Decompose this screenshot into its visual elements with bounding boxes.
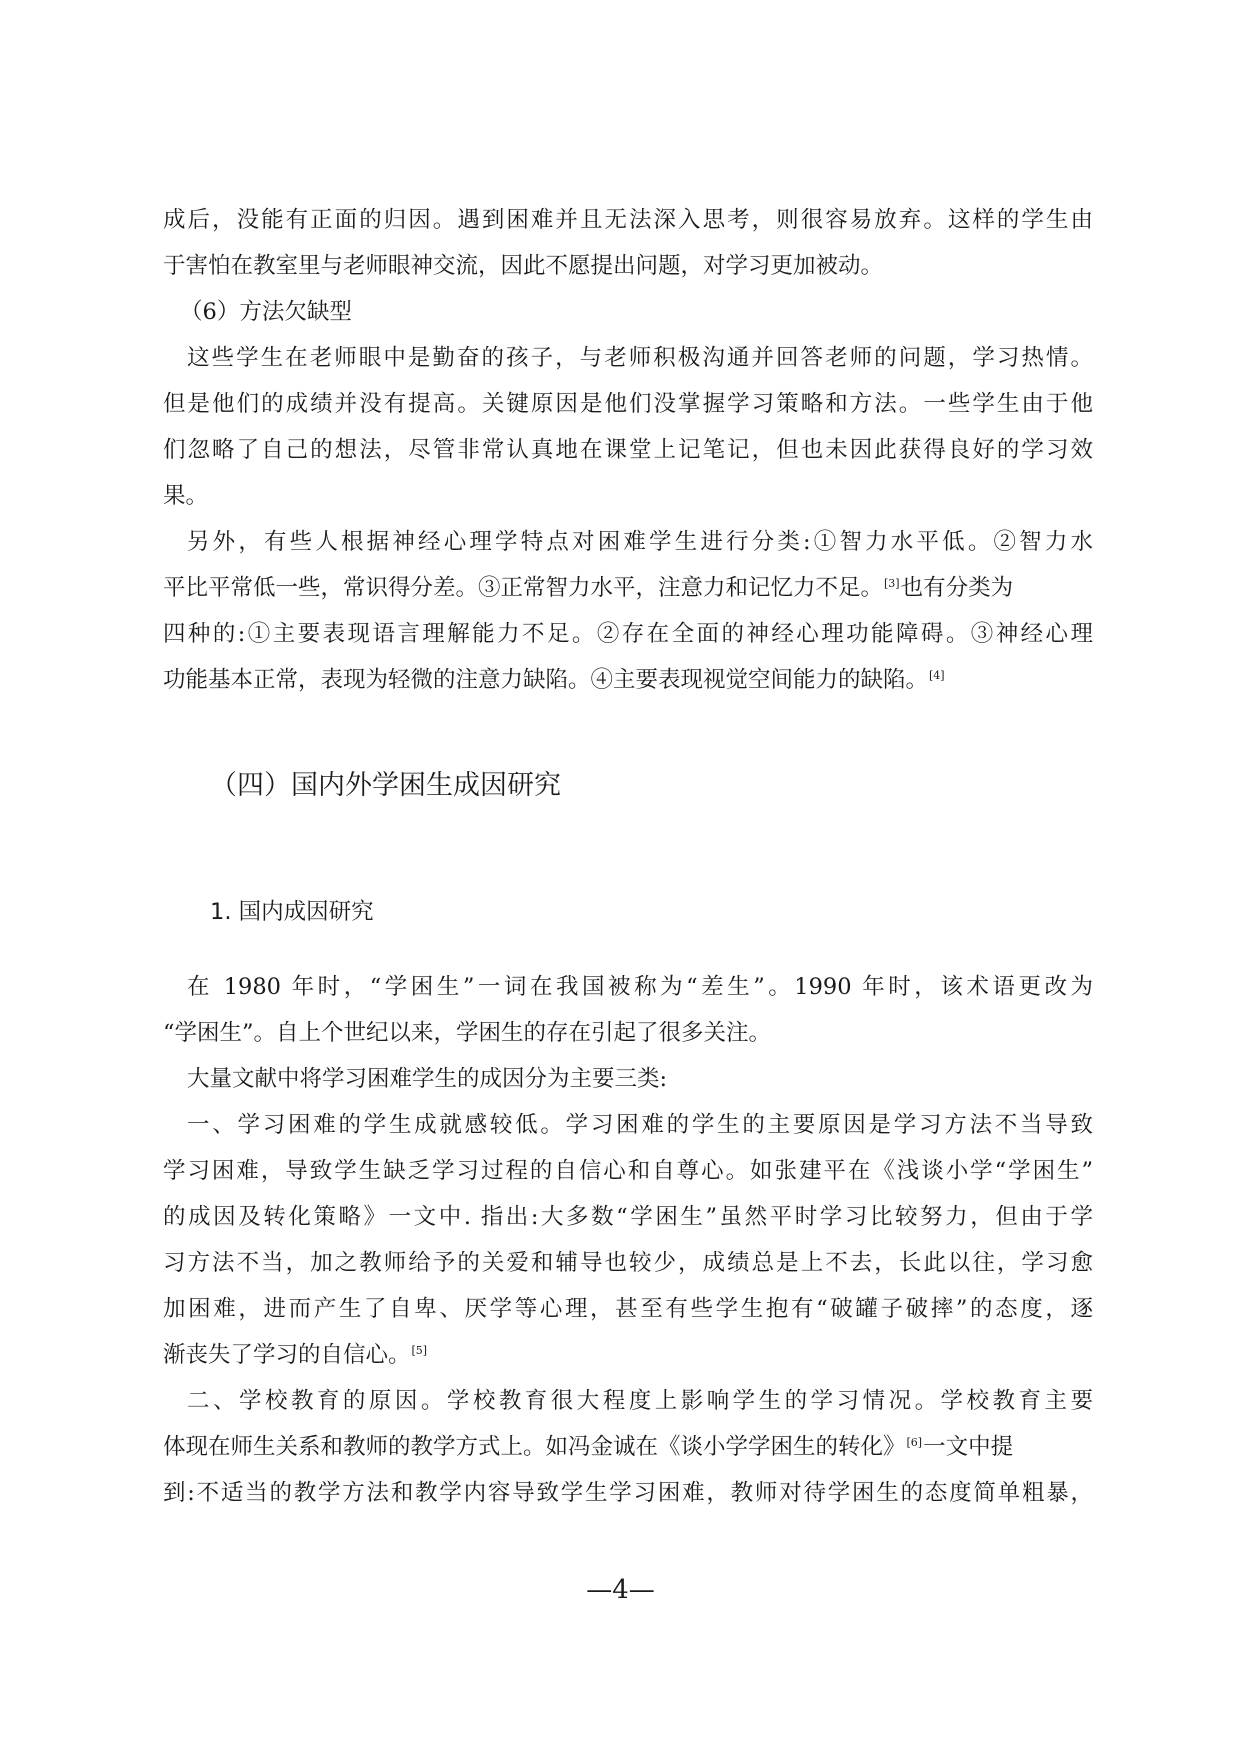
paragraph-line: 的成因及转化策略》一文中. 指出:大多数“学困生”虽然平时学习比较努力，但由于学 [163,1204,1093,1230]
paragraph-line: 在 1980 年时，“学困生”一词在我国被称为“差生”。1990 年时，该术语更改为 [187,974,1093,1000]
paragraph-line: 另外，有些人根据神经心理学特点对困难学生进行分类:①智力水平低。②智力水 [187,529,1093,555]
paragraph-line: 成后，没能有正面的归因。遇到困难并且无法深入思考，则很容易放弃。这样的学生由 [163,207,1093,233]
citation-4: [4] [929,669,945,682]
paragraph-line: 到:不适当的教学方法和教学内容导致学生学习困难，教师对待学困生的态度简单粗暴， [163,1480,1093,1506]
paragraph-line: 加困难，进而产生了自卑、厌学等心理，甚至有些学生抱有“破罐子破摔”的态度，逐 [163,1296,1093,1322]
paragraph-line: 学习困难，导致学生缺乏学习过程的自信心和自尊心。如张建平在《浅谈小学“学困生” [163,1158,1093,1184]
paragraph-line: 体现在师生关系和教师的教学方式上。如冯金诚在《谈小学学困生的转化》[6]一文中提 [163,1434,1014,1460]
section-heading: （四）国内外学困生成因研究 [210,770,561,801]
paragraph-line: “学困生”。自上个世纪以来，学困生的存在引起了很多关注。 [163,1020,772,1046]
citation-6: [6] [906,1436,923,1449]
paragraph-line: 于害怕在教室里与老师眼神交流，因此不愿提出问题，对学习更加被动。 [163,253,884,279]
subsection-heading: 1. 国内成因研究 [210,899,374,925]
list-heading-method-deficient: （6）方法欠缺型 [180,299,352,325]
paragraph-line: 平比平常低一些，常识得分差。③正常智力水平，注意力和记忆力不足。[3]也有分类为 [163,575,1014,601]
paragraph-line: 功能基本正常，表现为轻微的注意力缺陷。④主要表现视觉空间能力的缺陷。[4] [163,667,945,693]
paragraph-line: 们忽略了自己的想法，尽管非常认真地在课堂上记笔记，但也未因此获得良好的学习效 [163,437,1093,463]
paragraph-line: 二、学校教育的原因。学校教育很大程度上影响学生的学习情况。学校教育主要 [187,1388,1093,1414]
paragraph-line: 这些学生在老师眼中是勤奋的孩子，与老师积极沟通并回答老师的问题，学习热情。 [187,345,1093,371]
paragraph-line: 大量文献中将学习困难学生的成因分为主要三类: [187,1066,668,1092]
page-number: —4— [586,1575,655,1605]
paragraph-line: 果。 [163,483,209,509]
paragraph-line: 四种的:①主要表现语言理解能力不足。②存在全面的神经心理功能障碍。③神经心理 [163,621,1093,647]
paragraph-line: 但是他们的成绩并没有提高。关键原因是他们没掌握学习策略和方法。一些学生由于他 [163,391,1093,417]
citation-5: [5] [411,1344,428,1357]
citation-3: [3] [884,577,900,590]
paragraph-line: 一、学习困难的学生成就感较低。学习困难的学生的主要原因是学习方法不当导致 [187,1112,1093,1138]
paragraph-line: 渐丧失了学习的自信心。[5] [163,1342,428,1368]
paragraph-line: 习方法不当，加之教师给予的关爱和辅导也较少，成绩总是上不去，长此以往，学习愈 [163,1250,1093,1276]
